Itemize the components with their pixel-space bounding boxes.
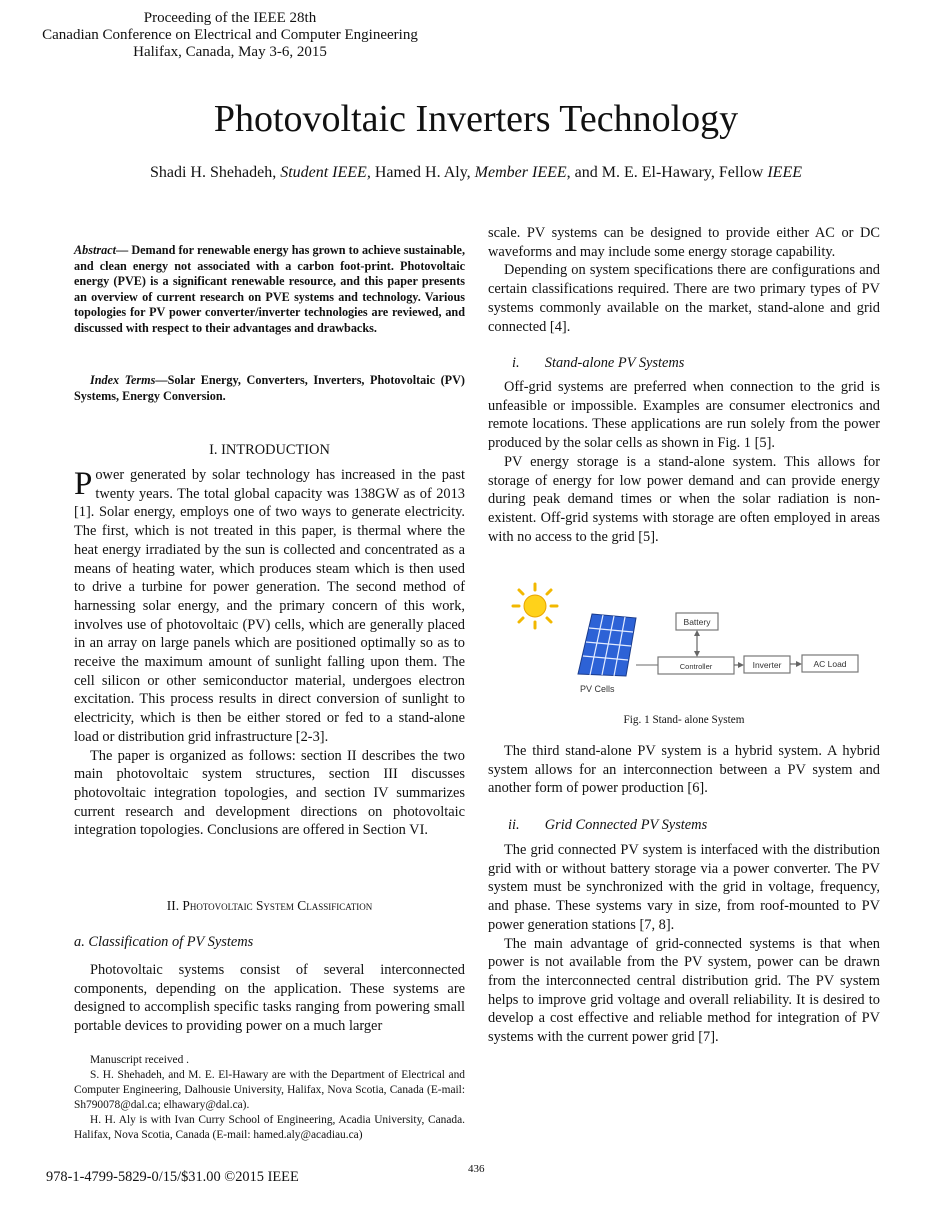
intro-paragraph-1-text: ower generated by solar technology has increased in the past twenty years. The total global capacity was 138GW as of 2013 [1]. Solar energy, employs one of two ways to generate electricity. The first, which is not treated in this paper, is thermal where the heat energy irradiated by the sun is collected and concentrated as a means of heating water, which produces steam which is then used to drive a turbine for power generation. The second method of harnessing solar energy, and the primary concern of this work, involves use of photovoltaic (PV) cells, which are generally placed in an array on large panels which are positioned optimally so as to receive the maximum amount of sunlight falling upon them. The cell silicon or other semiconductor material, undergoes electron excitation. This process results in direct conversion of sunlight to electricity, which is then be either stored or fed to a stand-alone load or distribution grid infrastructure [2-3]. [74, 467, 465, 745]
author-2: Hamed H. Aly, [370, 164, 475, 181]
right-paragraph-2: Depending on system specifications there are configurations and certain classifications required. There are two primary types of PV systems commonly available on the market, stand-alone and grid connected [4]. [488, 262, 880, 335]
conference-line-1: Proceeding of the IEEE 28th [143, 10, 317, 26]
figure-1-diagram [508, 580, 868, 700]
subheading-standalone: i. Stand-alone PV Systems [512, 355, 685, 371]
paper-title: Photovoltaic Inverters Technology [213, 98, 739, 140]
figure-1-caption: Fig. 1 Stand- alone System [623, 714, 745, 726]
author-3: , and M. E. El-Hawary, Fellow [566, 164, 768, 181]
author-1: Shadi H. Shehadeh, [149, 164, 281, 181]
standalone-body [488, 378, 880, 546]
page-number: 436 [468, 1163, 485, 1175]
right-column-top [488, 224, 880, 336]
standalone-paragraph-1: Off-grid systems are preferred when connection to the grid is unfeasible or impossible. Examples are consumer electronics and remote locations. These applications are run solely from the power produced by the solar cells as shown in Fig. 1 [5]. [488, 379, 880, 452]
inverter-label: Inverter [752, 660, 782, 670]
index-terms-label: Index Terms [90, 373, 156, 387]
pv-cells-label: PV Cells [580, 684, 615, 694]
subheading-grid-connected: ii. Grid Connected PV Systems [508, 817, 708, 833]
right-paragraph-continued: scale. PV systems can be designed to provide either AC or DC waveforms and may include some energy storage capability. [488, 225, 880, 260]
section-2-heading: II. Photovoltaic System Classification [166, 898, 373, 913]
intro-body [74, 466, 465, 840]
grid-connected-body [488, 841, 880, 1047]
section-2-body [74, 961, 465, 1036]
footnote-2: H. H. Aly is with Ivan Curry School of Engineering, Acadia University, Canada. Halifax, Nova Scotia, Canada (E-mail: hamed.aly@acadiau.ca) [74, 1114, 465, 1141]
conference-line-2: Canadian Conference on Electrical and Computer Engineering [42, 27, 418, 43]
battery-label: Battery [683, 617, 711, 627]
abstract-text: — Demand for renewable energy has grown to achieve sustainable, and clean energy not associated with a carbon foot-print. Photovoltaic energy (PVE) is a significant renewable resource, and this paper presents an overview of current research on PVE systems and technology. Various topologies for PV power converter/inverter technologies are reviewed, and discussed with respect to their advantages and drawbacks. [74, 243, 465, 335]
drop-cap: P [74, 466, 93, 502]
intro-paragraph-1 [74, 466, 465, 747]
author-1-role: Student IEEE, [280, 164, 371, 181]
intro-heading: I. INTRODUCTION [209, 442, 330, 458]
hybrid-paragraph: The third stand-alone PV system is a hybrid system. A hybrid system allows for an interconnection between a PV system and another form of power production [6]. [488, 743, 880, 797]
intro-paragraph-2: The paper is organized as follows: section II describes the two main photovoltaic system structures, section III discusses photovoltaic integration topologies, and section IV summarizes current research and development directions on photovoltaic integration topologies. Conclusions are offered in Section VI. [74, 747, 465, 839]
controller-label: Controller [679, 662, 713, 671]
standalone-paragraph-2: PV energy storage is a stand-alone system. This allows for storage of energy for low power demand and can provide energy during peak demand times or when the solar radiation is non-existent. Off-grid systems with storage are often employed in areas with no access to the grid [5]. [488, 453, 880, 545]
solar-panel-icon [578, 614, 636, 676]
author-2-role: Member IEEE [474, 164, 567, 181]
grid-paragraph-2: The main advantage of grid-connected systems is that when power is not available from the PV system, power can be drawn from the interconnected central distribution grid. The PV system helps to improve grid voltage and overall reliability. It is desired to develop a cost effective and reliable method for integration of PV systems with the current power grid [7]. [488, 935, 880, 1046]
conference-line-3: Halifax, Canada, May 3-6, 2015 [133, 44, 327, 60]
sun-icon [513, 584, 557, 628]
index-terms [74, 373, 465, 404]
section-2-paragraph-1: Photovoltaic systems consist of several interconnected components, depending on the application. These systems are designed to accomplish specific tasks ranging from powering small portable devices to providing power on a much larger [74, 962, 465, 1035]
conference-header [0, 10, 460, 61]
abstract-label: Abstract [74, 243, 116, 257]
index-terms-text: —Solar Energy, Converters, Inverters, Photovoltaic (PV) Systems, Energy Conversion. [74, 373, 465, 403]
section-2-subheading: a. Classification of PV Systems [74, 934, 254, 950]
abstract [74, 243, 465, 337]
author-3-role: IEEE [767, 164, 802, 181]
author-line [0, 163, 952, 183]
footnote-1: S. H. Shehadeh, and M. E. El-Hawary are with the Department of Electrical and Computer Engineering, Dalhousie University, Halifax, Nova Scotia, Canada (E-mail: Sh790078@dal.ca; elhawary@dal.ca). [74, 1069, 465, 1111]
grid-paragraph-1: The grid connected PV system is interfaced with the distribution grid with or without battery storage via a power converter. The PV system must be synchronized with the grid in voltage, frequency, and phase. These systems vary in size, from roof-mounted to PV power generation stations [7, 8]. [488, 842, 880, 933]
isbn-copyright: 978-1-4799-5829-0/15/$31.00 ©2015 IEEE [46, 1169, 299, 1185]
ac-load-label: AC Load [813, 659, 847, 669]
footnotes [74, 1053, 465, 1143]
footnote-received: Manuscript received . [90, 1054, 189, 1066]
hybrid-body [488, 742, 880, 798]
